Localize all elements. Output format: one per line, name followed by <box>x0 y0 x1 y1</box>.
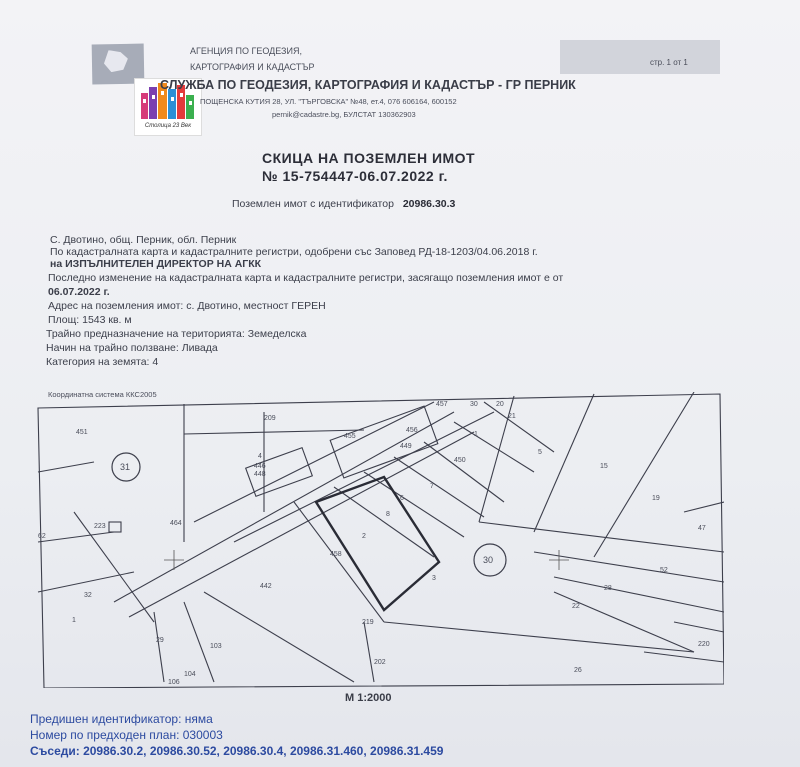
usage-type: Начин на трайно ползване: Ливада <box>46 342 218 354</box>
parcel-number-label: 47 <box>698 525 706 532</box>
cadastral-approval-line: По кадастралната карта и кадастралните регистри, одобрени със Заповед РД-18-1203/04.06.2018 г. <box>50 246 538 258</box>
parcel-number-label: 104 <box>184 671 196 678</box>
parcel-number-label: 21 <box>508 413 516 420</box>
parcel-number-label: 6 <box>400 495 404 502</box>
parcel-number-label: 8 <box>386 511 390 518</box>
parcel-number-label: 103 <box>210 643 222 650</box>
logo-text: Столица 23 Век <box>144 123 192 129</box>
section-number-label: 30 <box>483 555 494 565</box>
parcel-number-label: 106 <box>168 679 180 686</box>
parcel-number-label: 29 <box>156 637 164 644</box>
parcel-number-label: 450 <box>454 457 466 464</box>
agency-line-2: КАРТОГРАФИЯ И КАДАСТЪР <box>190 62 315 72</box>
parcel-number-label: 1 <box>474 431 478 438</box>
parcel-number-label: 1 <box>72 617 76 624</box>
director-line: на ИЗПЪЛНИТЕЛЕН ДИРЕКТОР НА АГКК <box>50 258 262 270</box>
neighbors-list: Съседи: 20986.30.2, 20986.30.52, 20986.30.4, 20986.31.460, 20986.31.459 <box>30 744 444 758</box>
property-address: Адрес на поземления имот: с. Двотино, местност ГЕРЕН <box>48 300 326 312</box>
map-border <box>38 394 724 688</box>
agency-line-1: АГЕНЦИЯ ПО ГЕОДЕЗИЯ, <box>190 46 302 56</box>
last-change-line: Последно изменение на кадастралната карта и кадастралните регистри, засягащо поземления имот е от <box>48 272 564 284</box>
parcel-number-label: 5 <box>538 449 542 456</box>
stamp-box <box>560 40 720 74</box>
parcel-number-label: 22 <box>572 603 580 610</box>
parcel-number-label: 4 <box>258 453 262 460</box>
parcel-number-label: 32 <box>84 592 92 599</box>
identifier-label: Поземлен имот с идентификатор <box>232 198 394 210</box>
parcel-number-label: 20 <box>496 401 504 408</box>
office-address: ПОЩЕНСКА КУТИЯ 28, УЛ. "ТЪРГОВСКА" №48, ет.4, 076 606164, 600152 <box>200 97 457 106</box>
parcel-number-label: 30 <box>470 401 478 408</box>
previous-identifier: Предишен идентификатор: няма <box>30 712 213 726</box>
parcel-number-label: 457 <box>436 401 448 408</box>
parcel-number-label: 219 <box>362 619 374 626</box>
land-category: Категория на земята: 4 <box>46 356 159 368</box>
parcel-number-label: 62 <box>38 533 46 540</box>
parcel-number-label: 464 <box>170 520 182 527</box>
parcel-number-label: 3 <box>432 575 436 582</box>
subject-parcel-outline <box>316 477 439 610</box>
location-line: С. Двотино, общ. Перник, обл. Перник <box>50 234 237 246</box>
parcel-number-label: 202 <box>374 659 386 666</box>
parcel-number-label: 442 <box>260 583 272 590</box>
office-email: pernik@cadastre.bg, БУЛСТАТ 130362903 <box>272 110 416 119</box>
parcel-number-label: 446 <box>254 463 266 470</box>
parcel-number-label: 223 <box>94 523 106 530</box>
identifier-value: 20986.30.3 <box>402 198 456 210</box>
coordinate-system-caption: Координатна система ККС2005 <box>48 390 157 399</box>
section-number-label: 31 <box>120 462 131 472</box>
last-change-date: 06.07.2022 г. <box>48 286 110 298</box>
parcel-number-label: 458 <box>330 551 342 558</box>
parcel-number-label: 7 <box>430 483 434 490</box>
parcel-number-label: 456 <box>406 427 418 434</box>
parcel-number-label: 448 <box>254 471 266 478</box>
document-title: СКИЦА НА ПОЗЕМЛЕН ИМОТ <box>262 150 476 166</box>
parcel-number-label: 2 <box>362 533 366 540</box>
parcel-number-label: 52 <box>660 567 668 574</box>
parcel-number-label: 451 <box>76 429 88 436</box>
page-stamp: стр. 1 от 1 <box>650 58 688 67</box>
previous-plan-number: Номер по предходен план: 030003 <box>30 728 223 742</box>
cadastral-map <box>34 392 724 688</box>
map-scale: M 1:2000 <box>345 692 392 704</box>
territory-purpose: Трайно предназначение на територията: Земеделска <box>46 328 307 340</box>
parcel-number-label: 220 <box>698 641 710 648</box>
document-number: № 15-754447-06.07.2022 г. <box>262 168 448 184</box>
parcel-number-label: 26 <box>574 667 582 674</box>
parcel-number-label: 28 <box>604 585 612 592</box>
parcel-number-label: 15 <box>600 463 608 470</box>
identifier-row <box>232 198 455 210</box>
office-title: СЛУЖБА ПО ГЕОДЕЗИЯ, КАРТОГРАФИЯ И КАДАСТЪР - ГР ПЕРНИК <box>160 78 576 92</box>
parcel-number-label: 209 <box>264 415 276 422</box>
parcel-number-label: 19 <box>652 495 660 502</box>
parcel-number-label: 449 <box>400 443 412 450</box>
property-area: Площ: 1543 кв. м <box>48 314 132 326</box>
parcel-number-label: 455 <box>344 433 356 440</box>
